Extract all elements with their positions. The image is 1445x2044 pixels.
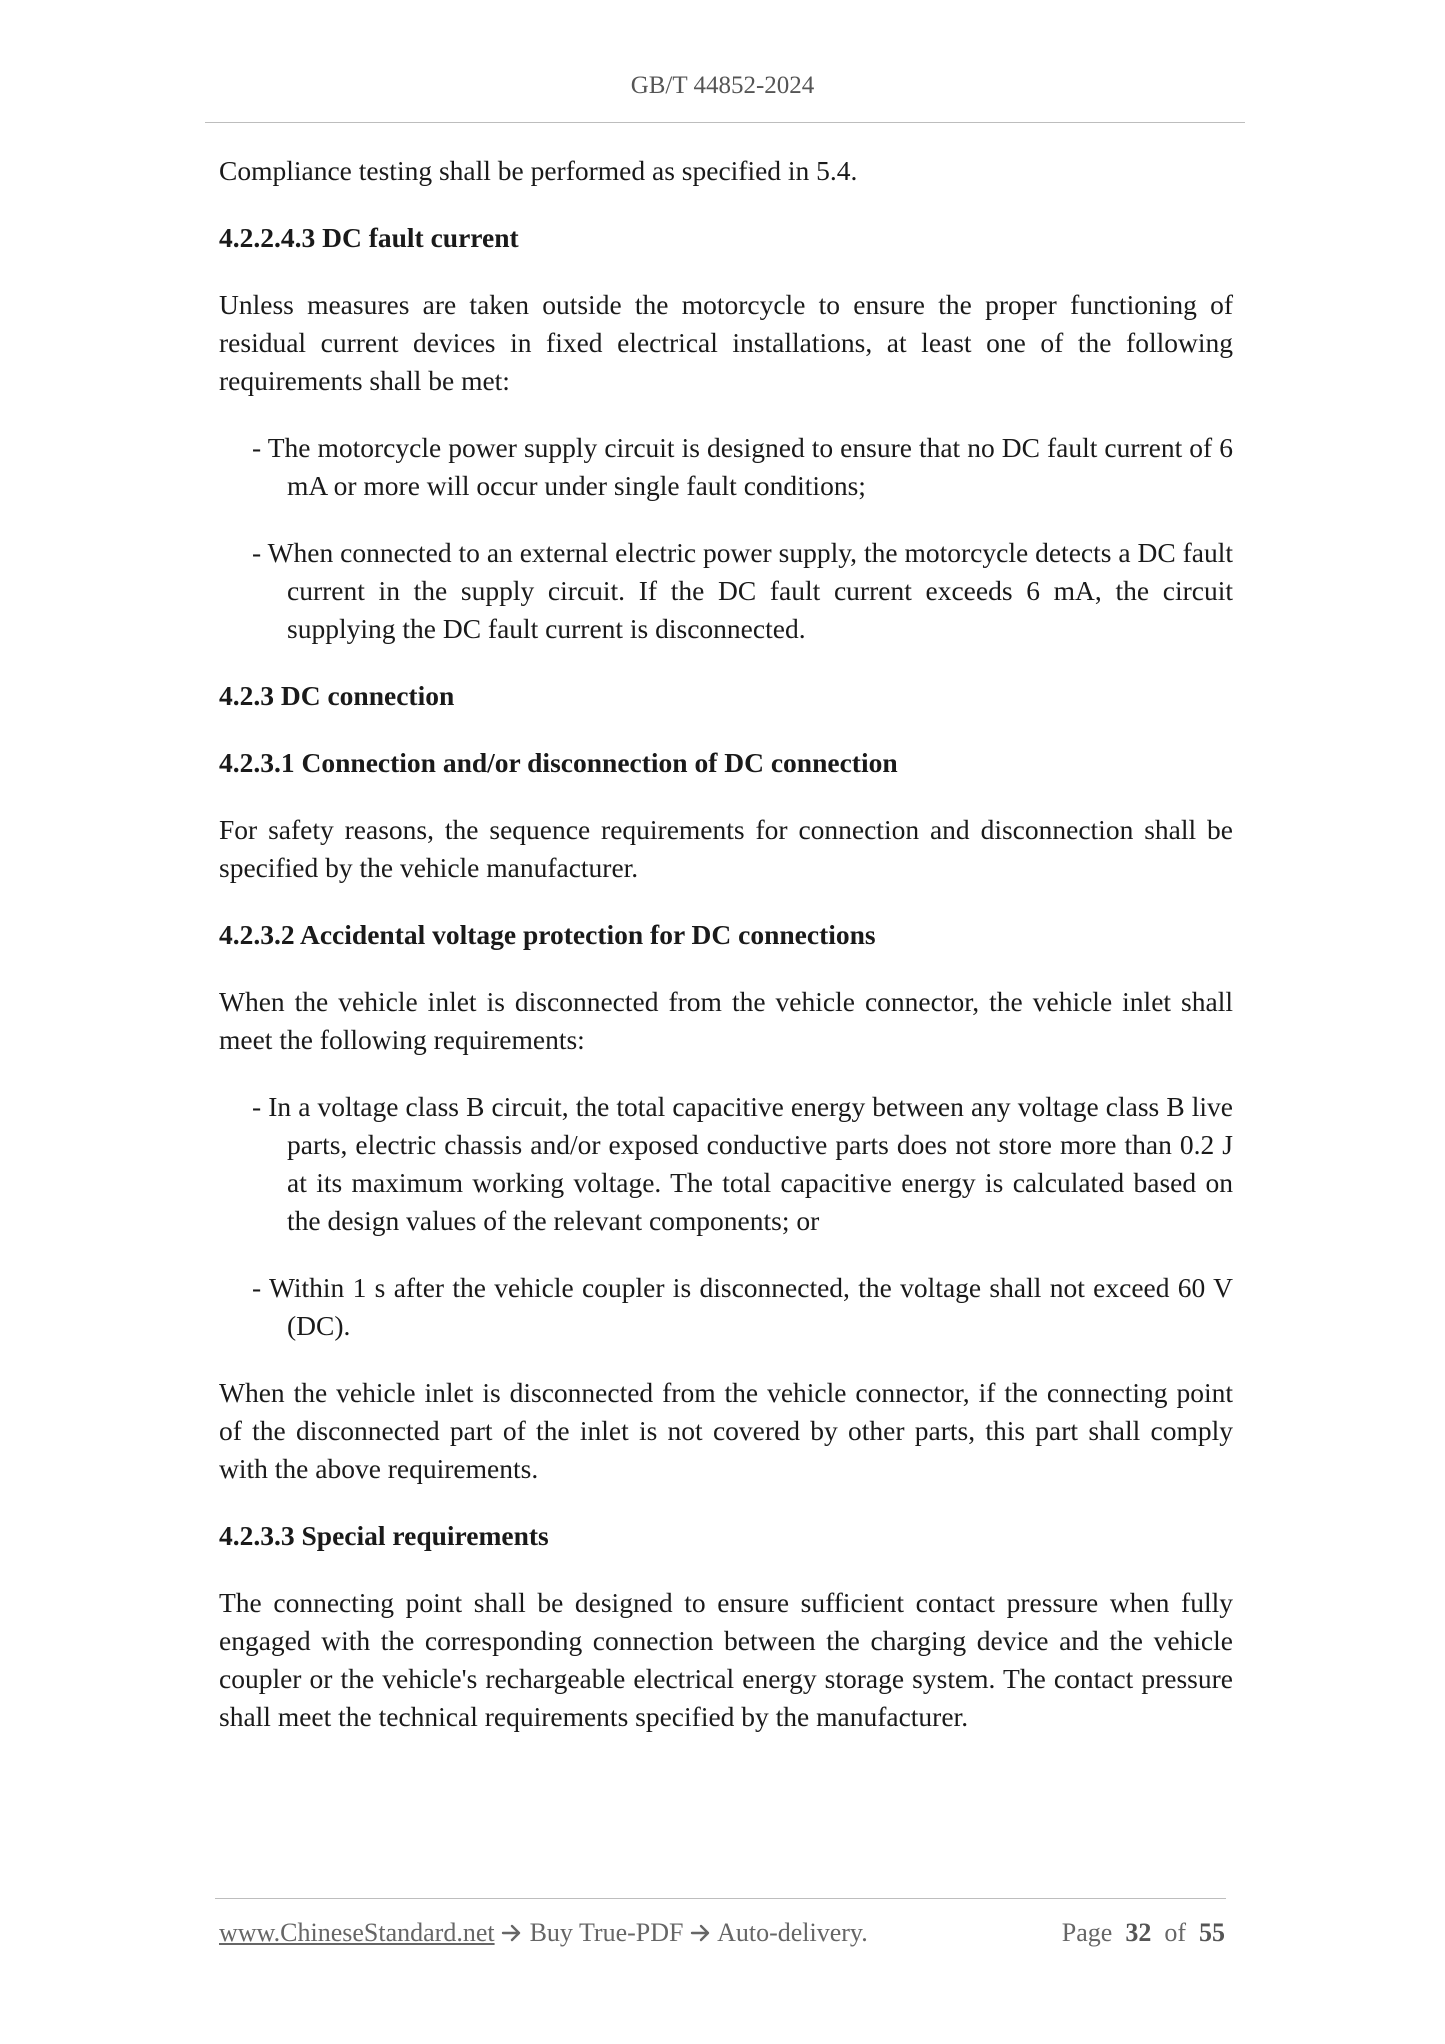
paragraph-connecting-point: The connecting point shall be designed to ensure sufficient contact pressure when fully engaged with the corresponding connection between the charging device and the vehicle coupler or the vehicle's rechargeable electrical energy storage system. The contact pressure shall meet the technical requirements specified by the manufacturer. — [219, 1587, 1233, 1732]
arrow-right-icon — [690, 1923, 712, 1943]
buy-true-pdf-text: Buy True-PDF — [529, 1918, 684, 1947]
page-header — [0, 72, 1445, 100]
paragraph-when-inlet: When the vehicle inlet is disconnected from the vehicle connector, the vehicle inlet shall meet the following requirements: — [219, 986, 1233, 1055]
page-number — [1062, 1918, 1225, 1948]
header-divider — [205, 122, 1245, 123]
list-item-dc-fault-2: - When connected to an external electric power supply, the motorcycle detects a DC fault current in the supply circuit. If the DC fault current exceeds 6 mA, the circuit supplying the DC fault current is disconnected. — [252, 537, 1233, 644]
footer-promo — [219, 1918, 868, 1948]
page-of-label: of — [1164, 1918, 1186, 1947]
section-heading-4-2-3-3: 4.2.3.3 Special requirements — [219, 1520, 549, 1551]
arrow-right-icon — [501, 1923, 523, 1943]
page-total: 55 — [1199, 1918, 1225, 1947]
section-heading-4-2-3: 4.2.3 DC connection — [219, 680, 455, 711]
auto-delivery-text: Auto-delivery. — [717, 1918, 868, 1947]
section-heading-4-2-3-1: 4.2.3.1 Connection and/or disconnection of DC connection — [219, 747, 898, 778]
section-heading-4-2-3-2: 4.2.3.2 Accidental voltage protection for DC connections — [219, 919, 876, 950]
paragraph-safety-reasons: For safety reasons, the sequence requirements for connection and disconnection shall be specified by the vehicle manufacturer. — [219, 814, 1233, 883]
list-item-dc-fault-1: - The motorcycle power supply circuit is designed to ensure that no DC fault current of 6 mA or more will occur under single fault conditions; — [252, 432, 1233, 501]
list-item-voltage-1: - In a voltage class B circuit, the total capacitive energy between any voltage class B live parts, electric chassis and/or exposed conductive parts does not store more than 0.2 J at its maximum working voltage. The total capacitive energy is calculated based on the design values of the relevant components; or — [252, 1091, 1233, 1236]
paragraph-compliance: Compliance testing shall be performed as specified in 5.4. — [219, 155, 858, 186]
section-heading-4-2-2-4-3: 4.2.2.4.3 DC fault current — [219, 222, 519, 253]
standard-code: GB/T 44852-2024 — [630, 72, 815, 99]
paragraph-when-inlet-covered: When the vehicle inlet is disconnected from the vehicle connector, if the connecting point of the disconnected part of the inlet is not covered by other parts, this part shall comply with the above requirements. — [219, 1377, 1233, 1484]
footer-divider — [215, 1898, 1226, 1899]
document-body — [219, 152, 1233, 1765]
page-current: 32 — [1125, 1918, 1152, 1947]
website-link[interactable]: www.ChineseStandard.net — [219, 1918, 495, 1947]
list-item-voltage-2: - Within 1 s after the vehicle coupler is disconnected, the voltage shall not exceed 60 V (DC). — [252, 1272, 1233, 1341]
page-label: Page — [1061, 1918, 1113, 1947]
paragraph-unless-measures: Unless measures are taken outside the motorcycle to ensure the proper functioning of residual current devices in fixed electrical installations, at least one of the following requirements shall be met: — [219, 289, 1233, 396]
